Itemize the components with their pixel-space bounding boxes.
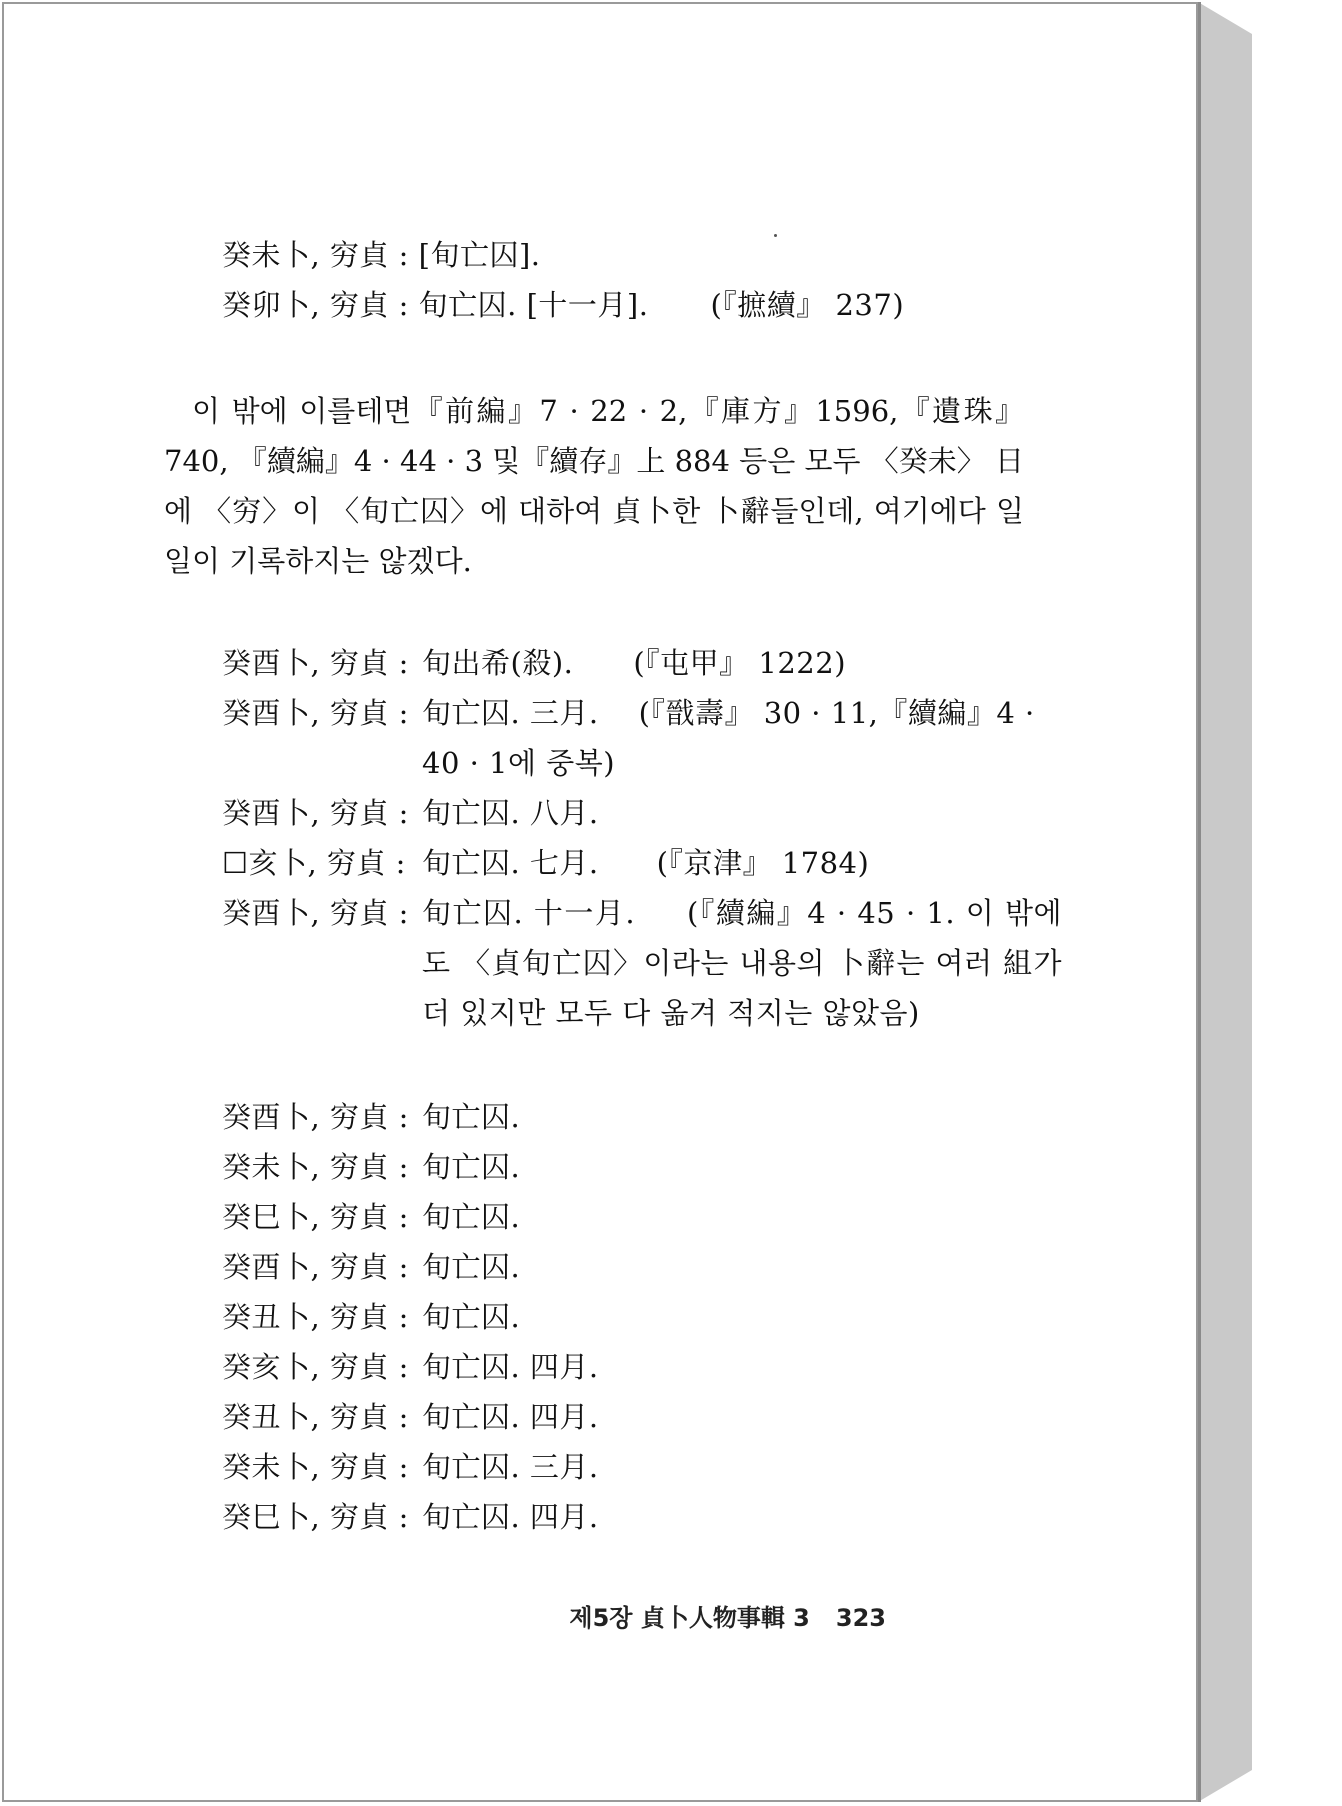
inscription-text: 旬亡囚. [422,1150,521,1184]
inscription-line [222,230,541,280]
inscription-label: 癸酉卜, 穷貞 : [222,896,409,930]
source-reference: (『屯甲』 1222) [633,646,847,680]
inscription-text: 旬亡囚. 三月. [422,1450,599,1484]
inscription-label: 癸丑卜, 穷貞 : [222,1300,409,1334]
page-number: 323 [835,1604,886,1632]
book-page [2,2,1198,1802]
body-paragraph: 이 밖에 이를테면『前編』7 · 22 · 2,『庫方』1596,『遺珠』740, 『續編』4 · 44 · 3 및『續存』上 884 등은 모두 〈癸未〉 日에 〈穷〉이 〈旬亡囚〉에 대하여 貞卜한 卜辭들인데, 여기에다 일일이 기록하지는 않겠다. [164,394,1024,578]
inscription-label: 癸酉卜, 穷貞 : [222,696,409,730]
inscription-text: 旬亡囚. 十一月. [422,896,636,930]
source-reference: (『摭續』 237) [710,288,905,322]
speck [774,234,777,237]
inscription-text: 旬出希(殺). [422,646,574,680]
inscription-label: ☐亥卜, 穷貞 : [222,846,406,880]
page-footer [569,1598,886,1633]
inscription-text: 旬亡囚. 四月. [422,1400,599,1434]
inscription-text: 旬亡囚. 四月. [422,1500,599,1534]
inscription-text: 旬亡囚. 七月. [422,846,599,880]
inscription-label: 癸酉卜, 穷貞 : [222,1100,409,1134]
inscription-text: 旬亡囚. 八月. [422,796,599,830]
inscription-label: 癸酉卜, 穷貞 : [222,646,409,680]
inscription-label: 癸未卜, 穷貞 : [222,1450,409,1484]
inscription-text: 旬亡囚. [422,1250,521,1284]
inscription-label: 癸丑卜, 穷貞 : [222,1400,409,1434]
inscription-label: 癸酉卜, 穷貞 : [222,796,409,830]
inscription-label: 癸巳卜, 穷貞 : [222,1200,409,1234]
inscription-text: 旬亡囚. [422,1300,521,1334]
inscription-label: 癸未卜, 穷貞 : [222,1150,409,1184]
inscription-text: 旬亡囚. [422,1200,521,1234]
inscription-line [222,280,904,330]
page-edge [1198,2,1252,1802]
inscription-text: 旬亡囚. 四月. [422,1350,599,1384]
source-reference: (『京津』 1784) [656,846,870,880]
chapter-title: 제5장 貞卜人物事輯 3 [569,1604,810,1632]
page-edge-line [1198,2,1201,1802]
inscription-text: 癸未卜, 穷貞 : [旬亡囚]. [222,238,541,272]
source-reference: (『續編』4 · 45 · 1. 이 밖에도 〈貞旬亡囚〉이라는 내용의 卜辭는 여러 組가 더 있지만 모두 다 옮겨 적지는 않았음) [422,896,1062,1030]
inscription-text: 旬亡囚. [422,1100,521,1134]
inscription-text: 癸卯卜, 穷貞 : 旬亡囚. [十一月]. [222,288,649,322]
inscription-text: 旬亡囚. 三月. [422,696,599,730]
source-reference: (『戩壽』 30 · 11,『續編』4 · 40 · 1에 중복) [422,696,1035,780]
inscription-label: 癸亥卜, 穷貞 : [222,1350,409,1384]
inscription-label: 癸酉卜, 穷貞 : [222,1250,409,1284]
inscription-label: 癸巳卜, 穷貞 : [222,1500,409,1534]
